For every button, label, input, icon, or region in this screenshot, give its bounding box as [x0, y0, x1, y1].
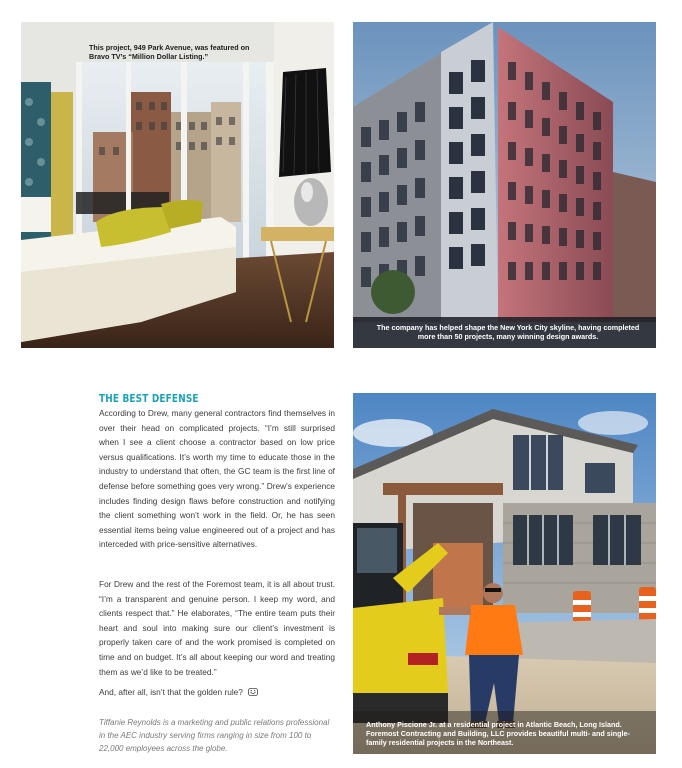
skyline-caption: The company has helped shape the New York City skyline, having completed more than 50 projects, many winning design awards. [376, 323, 640, 341]
building-illustration [353, 22, 656, 348]
paragraph-2: For Drew and the rest of the Foremost team, it is all about trust. “I’m a transparent and genuine person. I keep my word, and clients respect that.” He elaborates, “The entire team puts their heart and soul into making sure our client’s investment is properly taken care of and the work promised is completed on time and on budget. It’s all about keeping our word and treating them as we’d like to be treated.” [99, 579, 335, 677]
author-bio: Tiffanie Reynolds is a marketing and public relations professional in the AEC industry serving firms ranging in size from 100 to 22,000 employees across the globe. [99, 718, 330, 753]
paragraph-3 [99, 685, 335, 700]
residential-caption: Anthony Piscione Jr. at a residential project in Atlantic Beach, Long Island. Foremost Contracting and Building, LLC provides beautiful multi- and single-family residential projects in the Northeast. [366, 720, 630, 747]
interior-photo [21, 22, 334, 348]
residential-photo [353, 393, 656, 754]
interior-caption: This project, 949 Park Avenue, was featured on Bravo TV’s “Million Dollar Listing.” [89, 43, 250, 61]
residential-illustration [353, 393, 656, 754]
section-heading: THE BEST DEFENSE [99, 393, 199, 405]
paragraph-1: According to Drew, many general contractors find themselves in over their head on complicated projects. “I’m still surprised when I see a client choose a contractor based on low price versus qualifications. It’s worth my time to educate those in the industry to understand that often, the GC team is the first line of defense before something goes very wrong.” Drew’s experience includes finding design flaws before construction and notifying the client something won’t work in the field. Or, he has seen essential items being value engineered out of a project and has interceded with price-sensitive alternatives. [99, 408, 335, 550]
smile-icon [248, 688, 258, 696]
paragraph-3-text: And, after all, isn’t that the golden rule? [99, 687, 243, 697]
skyline-photo [353, 22, 656, 348]
interior-illustration [21, 22, 334, 348]
